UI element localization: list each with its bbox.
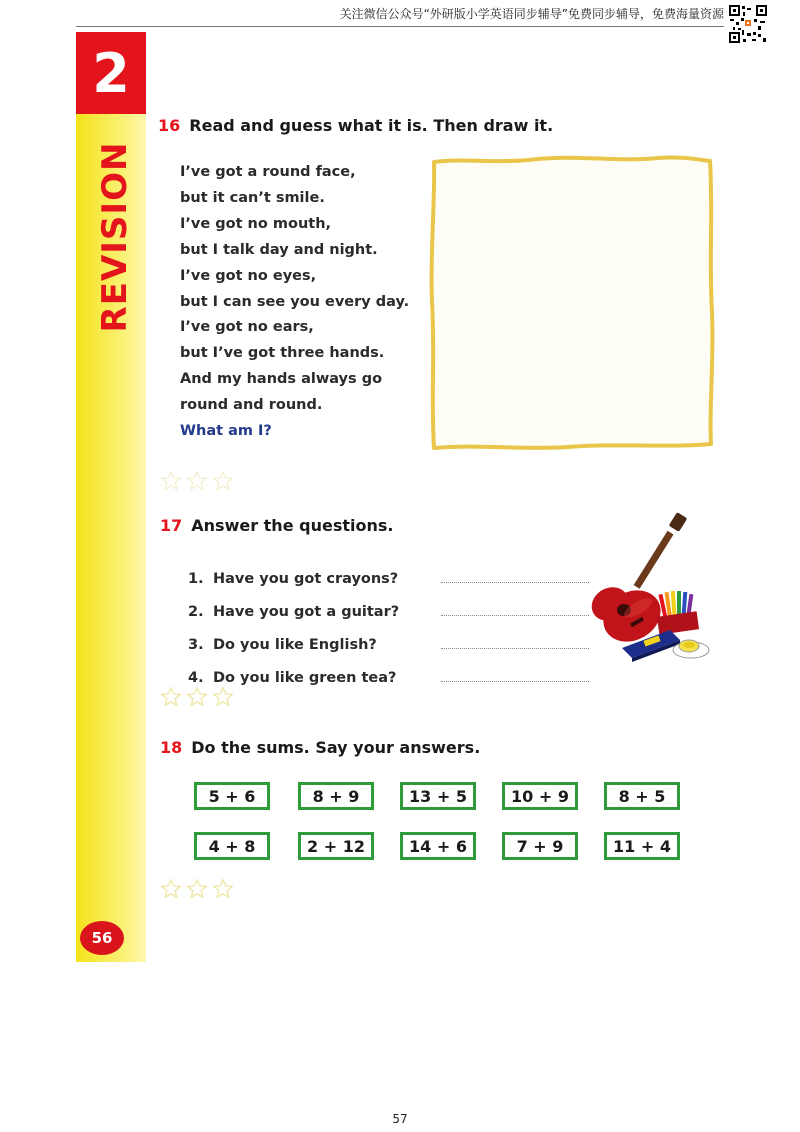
sum-box[interactable]: 5 + 6 (194, 782, 270, 810)
star-icon (186, 878, 208, 900)
sum-box[interactable]: 11 + 4 (604, 832, 680, 860)
question-text: Have you got crayons? (213, 571, 399, 587)
star-icon (186, 686, 208, 708)
star-icon (212, 470, 234, 492)
question-number: 1. (188, 571, 204, 587)
sum-box[interactable]: 7 + 9 (502, 832, 578, 860)
poem-line: but I’ve got three hands. (180, 345, 385, 362)
rating-stars (160, 878, 260, 904)
unit-number: 2 (92, 41, 130, 105)
poem-line: I’ve got a round face, (180, 164, 356, 180)
question-text: Do you like green tea? (213, 670, 397, 686)
exercise-number: 18 (160, 738, 183, 757)
rating-stars (160, 686, 260, 712)
qr-code-icon (728, 4, 768, 44)
unit-number-box (76, 32, 146, 114)
exercise-16-title (158, 116, 553, 135)
rating-stars (160, 470, 260, 496)
exercise-instruction: Read and guess what it is. Then draw it. (189, 116, 554, 135)
sum-box[interactable]: 14 + 6 (400, 832, 476, 860)
answer-line[interactable] (441, 581, 589, 583)
sum-box[interactable]: 8 + 9 (298, 782, 374, 810)
footer-page-number: 57 (392, 1112, 408, 1126)
exercise-instruction: Do the sums. Say your answers. (191, 738, 481, 757)
crayons-icon (657, 591, 699, 635)
star-icon (212, 878, 234, 900)
sum-box[interactable]: 13 + 5 (400, 782, 476, 810)
poem (180, 160, 430, 445)
header-notice: 关注微信公众号“外研版小学英语同步辅导”免费同步辅导，免费海量资源 (339, 7, 724, 21)
star-icon (160, 470, 182, 492)
answer-line[interactable] (441, 647, 589, 649)
star-icon (160, 878, 182, 900)
star-icon (160, 686, 182, 708)
question-list (188, 554, 608, 686)
question-number: 3. (188, 637, 204, 653)
question-number: 4. (188, 670, 204, 686)
exercise-instruction: Answer the questions. (191, 516, 394, 535)
exercise-18-title (160, 738, 480, 757)
section-label (92, 141, 138, 333)
exercise-17-title (160, 516, 393, 535)
poem-line: And my hands always go (180, 371, 383, 388)
sum-box[interactable]: 4 + 8 (194, 832, 270, 860)
drawing-frame[interactable] (428, 152, 716, 454)
exercise-number: 17 (160, 516, 183, 535)
question-text: Have you got a guitar? (213, 604, 400, 620)
section-label-text: REVISION (95, 141, 135, 333)
exercise-number: 16 (158, 116, 181, 135)
sum-box[interactable]: 10 + 9 (502, 782, 578, 810)
question-text: Do you like English? (213, 637, 377, 653)
guitar-crayons-illustration (588, 512, 714, 664)
question-row (188, 653, 608, 686)
question-row (188, 587, 608, 620)
answer-line[interactable] (441, 614, 589, 616)
star-icon (186, 470, 208, 492)
poem-line: I’ve got no mouth, (180, 215, 332, 232)
poem-question: What am I? (180, 423, 272, 440)
question-row (188, 620, 608, 653)
sum-box[interactable]: 8 + 5 (604, 782, 680, 810)
header-divider (76, 26, 724, 27)
poem-line: but I talk day and night. (180, 241, 378, 258)
poem-line: round and round. (180, 397, 323, 414)
star-icon (212, 686, 234, 708)
page-number-badge: 56 (80, 921, 124, 955)
sum-box[interactable]: 2 + 12 (298, 832, 374, 860)
poem-line: but it can’t smile. (180, 189, 325, 206)
question-number: 2. (188, 604, 204, 620)
answer-line[interactable] (441, 680, 589, 682)
poem-line: I’ve got no ears, (180, 319, 314, 336)
question-row (188, 554, 608, 587)
poem-line: but I can see you every day. (180, 293, 410, 310)
poem-line: I’ve got no eyes, (180, 267, 317, 284)
